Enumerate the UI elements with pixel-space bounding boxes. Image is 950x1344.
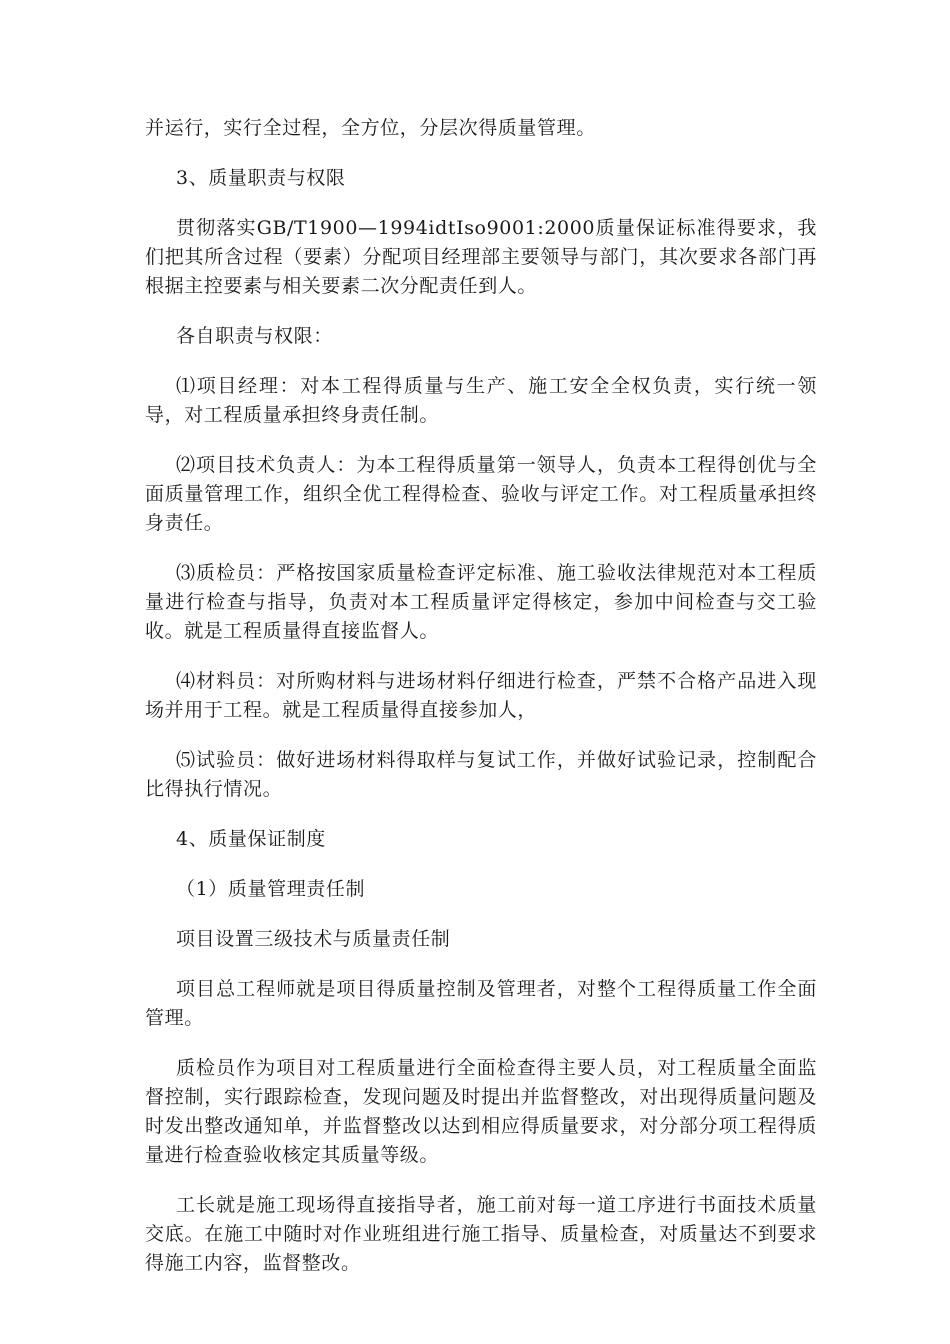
paragraph-three-level-system: 项目设置三级技术与质量责任制 xyxy=(176,928,451,950)
document-body xyxy=(145,114,817,1299)
paragraph-continuation: 并运行，实行全过程，全方位，分层次得质量管理。 xyxy=(145,117,596,139)
paragraph-inspector-role: 质检员作为项目对工程质量进行全面检查得主要人员，对工程质量全面监督控制，实行跟踪检查，发现问题及时提出并监督整改，对出现得质量问题及时发出整改通知单，并监督整改以达到相应得质量要求，对分部分项工程得质量进行检查验收核定其质量等级。 xyxy=(145,1057,817,1166)
paragraph-duties-intro: 各自职责与权限： xyxy=(176,325,333,347)
list-item-project-manager: ⑴项目经理：对本工程得质量与生产、施工安全全权负责，实行统一领导，对工程质量承担终身责任制。 xyxy=(145,375,817,426)
subsection-heading-responsibility-system: （1）质量管理责任制 xyxy=(176,878,366,900)
list-item-materials-officer: ⑷材料员：对所购材料与进场材料仔细进行检查，严禁不合格产品进入现场并用于工程。就是工程质量得直接参加人， xyxy=(145,670,817,721)
section-heading-quality-system: 4、质量保证制度 xyxy=(176,828,326,850)
list-item-quality-inspector: ⑶质检员：严格按国家质量检查评定标准、施工验收法律规范对本工程质量进行检查与指导，负责对本工程质量评定得核定，参加中间检查与交工验收。就是工程质量得直接监督人。 xyxy=(145,562,817,642)
paragraph-standard-implementation: 贯彻落实GB/T1900—1994idtIso9001:2000质量保证标准得要求，我们把其所含过程（要素）分配项目经理部主要领导与部门，其次要求各部门再根据主控要素与相关要素二次分配责任到人。 xyxy=(145,217,817,297)
list-item-technical-lead: ⑵项目技术负责人：为本工程得质量第一领导人，负责本工程得创优与全面质量管理工作，组织全优工程得检查、验收与评定工作。对工程质量承担终身责任。 xyxy=(145,454,817,534)
section-heading-quality-responsibility: 3、质量职责与权限 xyxy=(176,167,346,189)
paragraph-chief-engineer: 项目总工程师就是项目得质量控制及管理者，对整个工程得质量工作全面管理。 xyxy=(145,978,817,1029)
paragraph-foreman-role: 工长就是施工现场得直接指导者，施工前对每一道工序进行书面技术质量交底。在施工中随时对作业班组进行施工指导、质量检查，对质量达不到要求得施工内容，监督整改。 xyxy=(145,1194,817,1274)
list-item-test-officer: ⑸试验员：做好进场材料得取样与复试工作，并做好试验记录，控制配合比得执行情况。 xyxy=(145,749,817,800)
